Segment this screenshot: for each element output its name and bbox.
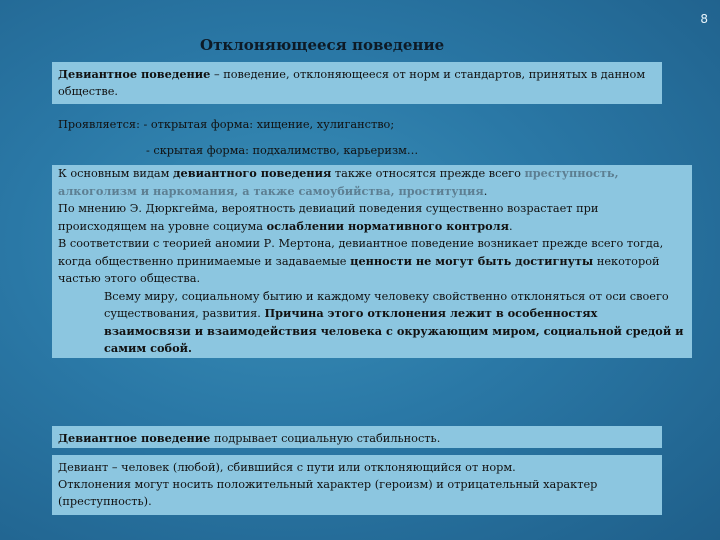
- stability-term: Девиантное поведение: [58, 431, 211, 445]
- deviant-block: [52, 455, 662, 515]
- slide-title: Отклоняющееся поведение: [200, 36, 445, 54]
- text-fragment: .: [483, 184, 488, 198]
- definition-text: – поведение, отклоняющееся от норм и стандартов, принятых в данном обществе.: [58, 68, 646, 98]
- definition-term: Девиантное поведение: [58, 67, 211, 81]
- manifestation-hidden: - скрытая форма: подхалимство, карьеризм…: [146, 144, 419, 157]
- paragraph-types: [58, 165, 686, 200]
- text-fragment-bold: девиантного поведения: [173, 166, 332, 180]
- stability-block: [52, 426, 662, 448]
- text-fragment: По мнению Э. Дюркгейма, вероятность девиаций поведения существенно возрастает при происходящем на уровне социума: [58, 202, 599, 233]
- definition-block: [52, 62, 662, 104]
- text-fragment-bold: ослаблении нормативного контроля: [266, 218, 509, 233]
- stability-text: подрывает социальную стабильность.: [210, 432, 441, 445]
- paragraph-merton: [58, 235, 686, 288]
- manifestation-open: Проявляется: - открытая форма: хищение, хулиганство;: [58, 118, 395, 131]
- slide-number: 8: [700, 12, 708, 26]
- main-text-block: [52, 165, 692, 358]
- paragraph-durkheim: [58, 200, 686, 235]
- text-fragment: также относятся прежде всего: [331, 167, 525, 180]
- deviant-definition: Девиант – человек (любой), сбившийся с пути или отклоняющийся от норм.: [58, 461, 516, 474]
- text-fragment: некоторой частью этого общества.: [58, 254, 660, 285]
- paragraph-deviation: [58, 288, 686, 358]
- deviant-types: Отклонения могут носить положительный характер (героизм) и отрицательный характер (преступность).: [58, 478, 598, 508]
- text-fragment-bold: ценности не могут быть достигнуты: [350, 253, 594, 268]
- text-fragment: Всему миру, социальному бытию и каждому человеку свойственно отклоняться от оси своего существования, развития.: [104, 289, 669, 320]
- text-fragment-highlight: преступность, алкоголизм и наркомания, а также самоубийства,: [58, 166, 619, 198]
- text-fragment-highlight: проституция: [398, 183, 484, 198]
- text-fragment: В соответствии с теорией аномии Р. Мертона, девиантное поведение возникает прежде всего тогда, когда общественно принимаемые и задаваемые: [58, 237, 664, 268]
- text-fragment: .: [508, 219, 513, 233]
- text-fragment-bold: Причина этого отклонения лежит в особенностях взаимосвязи и взаимодействия человека с окружающим миром, социальной средой и самим собой.: [104, 306, 684, 355]
- text-fragment: К основным видам: [58, 167, 174, 180]
